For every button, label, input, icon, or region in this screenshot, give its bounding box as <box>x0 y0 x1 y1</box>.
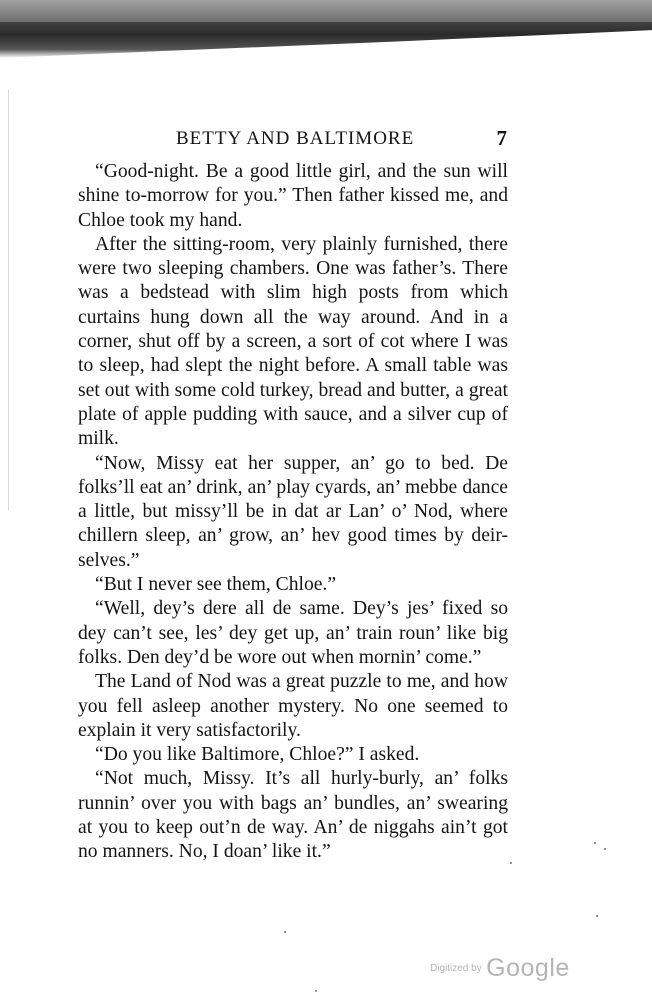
scan-speck <box>510 862 512 864</box>
paragraph: “Good-night. Be a good little girl, and the sun will shine to-morrow for you.” Then father kissed me, and Chloe took my hand. <box>78 161 508 231</box>
digitized-watermark <box>430 954 570 983</box>
watermark-brand: Google <box>486 954 570 982</box>
page-gutter-line <box>8 90 9 510</box>
paragraph: “Do you like Baltimore, Chloe?” I asked. <box>95 744 420 766</box>
watermark-prefix: Digitized by <box>430 963 482 974</box>
scan-speck <box>594 842 596 844</box>
paragraph: “But I never see them, Chloe.” <box>95 574 337 596</box>
page-number: 7 <box>496 126 508 150</box>
paragraph: “Now, Missy eat her supper, an’ go to bed. De folks’ll eat an’ drink, an’ play cyards, an’ mebbe dance a little, but missy’ll be in dat ar Lan’ o’ Nod, where chillern sleep, an’ grow, an’ hev good times by deir-selves.” <box>78 452 508 571</box>
running-title: BETTY AND BALTIMORE <box>176 128 415 149</box>
scan-speck <box>284 931 286 933</box>
paragraph: “Well, dey’s dere all de same. Dey’s jes’ fixed so dey can’t see, les’ dey get up, an’ train roun’ like big folks. Den dey’d be wore out when mornin’ come.” <box>78 598 508 668</box>
body-text <box>78 160 508 865</box>
paragraph: The Land of Nod was a great puzzle to me, and how you fell asleep another mystery. No one seemed to explain it very satisfactorily. <box>78 671 508 741</box>
scan-shadow-highlight <box>0 0 652 22</box>
running-header <box>78 126 508 154</box>
scan-speck <box>315 990 317 992</box>
paragraph: “Not much, Missy. It’s all hurly-burly, an’ folks runnin’ over you with bags an’ bundles, an’ swearing at you to keep out’n de way. An’ de niggahs ain’t got no manners. No, I doan’ like it.” <box>78 768 508 863</box>
scan-speck <box>604 848 606 850</box>
paragraph: After the sitting-room, very plainly furnished, there were two sleeping chambers. One was father’s. There was a bedstead with slim high posts from which curtains hung down all the way around. And in a corner, shut off by a screen, a sort of cot where I was to sleep, had slept the night before. A small table was set out with some cold turkey, bread and butter, a great plate of apple pudding with sauce, and a silver cup of milk. <box>78 233 508 450</box>
scan-speck <box>596 915 598 917</box>
